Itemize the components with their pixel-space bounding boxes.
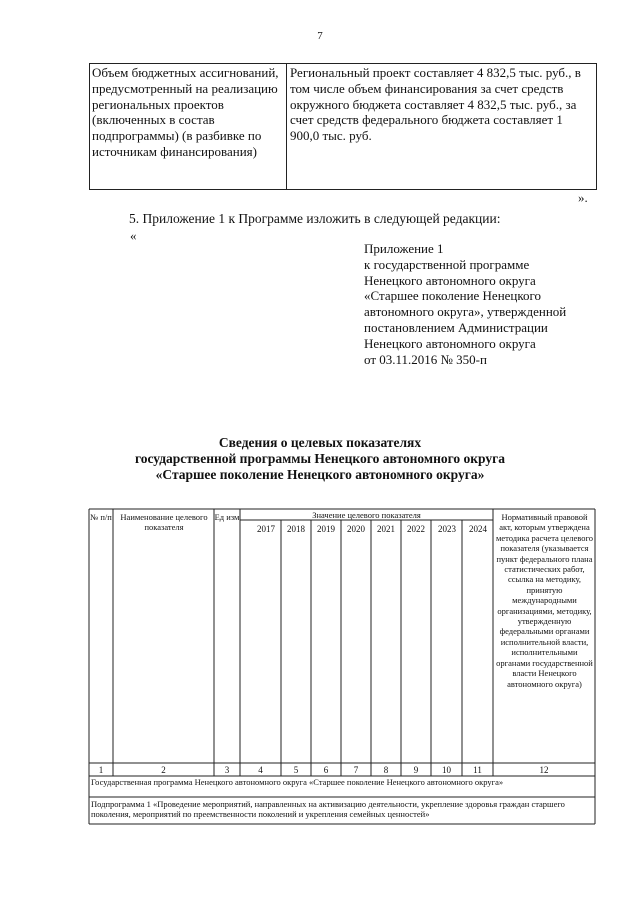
appendix-line: Ненецкого автономного округа	[364, 272, 536, 288]
appendix-line: «Старшее поколение Ненецкого	[364, 288, 542, 304]
table-row: Государственная программа Ненецкого автономного округа «Старшее поколение Ненецкого автономного округа»	[91, 777, 504, 787]
column-number: 6	[323, 765, 329, 775]
opening-quote: «	[130, 228, 137, 243]
column-number: 5	[293, 765, 299, 775]
header-num: № п/п	[90, 512, 112, 522]
year-2022: 2022	[407, 524, 425, 534]
appendix-line: к государственной программе	[364, 256, 530, 272]
year-2018: 2018	[287, 524, 305, 534]
budget-label-cell: Объем бюджетных ассигнований, предусмотренный на реализацию региональных проектов (включенных в состав подпрограммы) (в разбивке по источникам финансирования)	[90, 64, 287, 189]
year-2021: 2021	[377, 524, 395, 534]
column-number: 12	[539, 765, 549, 775]
column-number: 7	[353, 765, 359, 775]
appendix-line: от 03.11.2016 № 350-п	[364, 351, 487, 367]
year-2019: 2019	[317, 524, 335, 534]
column-number: 2	[161, 765, 166, 775]
appendix-line: постановлением Администрации	[364, 319, 548, 335]
appendix-block	[364, 241, 604, 367]
section-title	[0, 435, 640, 482]
appendix-line: Приложение 1	[364, 241, 444, 256]
year-2023: 2023	[438, 524, 456, 534]
item-5-text: 5. Приложение 1 к Программе изложить в следующей редакции:	[129, 211, 501, 226]
column-number: 10	[442, 765, 451, 775]
column-number: 4	[258, 765, 263, 775]
title-line-3: «Старшее поколение Ненецкого автономного округа»	[155, 466, 485, 482]
header-value: Значение целевого показателя	[312, 510, 421, 520]
budget-value-cell: Региональный проект составляет 4 832,5 тыс. руб., в том числе объем финансирования за счет средств окружного бюджета составляет 4 832,5 тыс. руб., за счет средств федерального бюджета составляет 1 900,0 тыс. руб.	[290, 65, 581, 144]
year-2020: 2020	[347, 524, 365, 534]
header-normative: Нормативный правовой акт, которым утверждена методика расчета целевого показателя (указывается пункт федерального плана статистических работ, ссылка на методику, принятую международными организациями, методику, утвержденную федеральными органами исполнительной власти, исполнительными органами государственной власти Ненецкого автономного округа)	[496, 512, 593, 689]
column-number: 11	[473, 765, 482, 775]
column-number: 3	[224, 765, 230, 775]
appendix-line: автономного округа», утвержденной	[364, 304, 567, 320]
column-number: 9	[413, 765, 419, 775]
column-number: 1	[98, 765, 104, 775]
header-name: Наименование целевого показателя	[120, 512, 208, 533]
budget-table	[89, 63, 597, 190]
column-number: 8	[383, 765, 389, 775]
year-2024: 2024	[469, 524, 487, 534]
page-number: 7	[317, 30, 323, 42]
year-2017: 2017	[257, 524, 275, 534]
header-unit: Ед изм	[214, 512, 240, 522]
appendix-line: Ненецкого автономного округа	[364, 335, 536, 351]
closing-quote: ».	[578, 190, 588, 205]
title-line-1: Сведения о целевых показателях	[218, 435, 422, 450]
table-row: Подпрограмма 1 «Проведение мероприятий, направленных на активизацию деятельности, укрепление здоровья граждан старшего поколения, мероприятий по преемственности поколений и укрепления семейных ценностей»	[91, 799, 565, 820]
title-line-2: государственной программы Ненецкого автономного округа	[134, 450, 506, 466]
